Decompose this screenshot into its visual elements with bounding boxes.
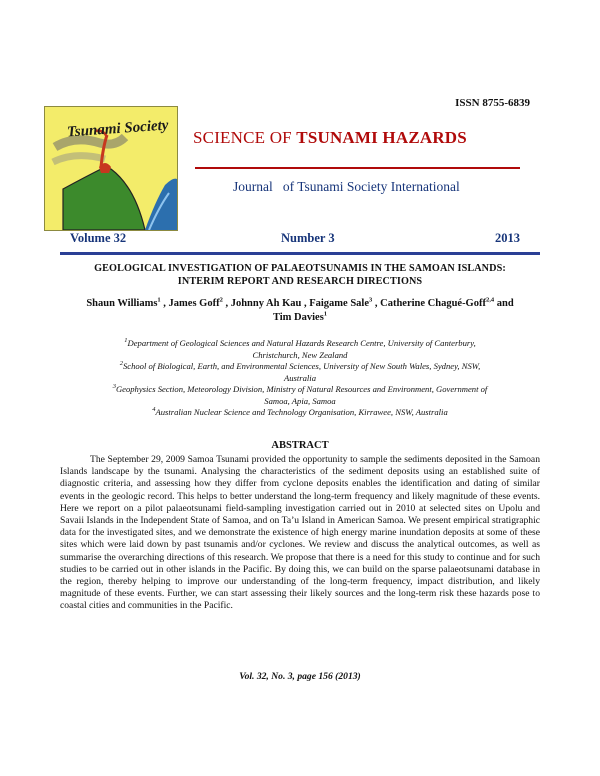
author-name: Faigame Sale xyxy=(309,298,369,309)
abstract-text: The September 29, 2009 Samoa Tsunami provided the opportunity to sample the sediments deposited in the Samoan Islands landscape by the tsunami. Analysing the characteristics of the sediment deposits using an established suite of diagnostic criteria, and assessing how they differ from cyclone deposits enables the identification and dating of similar events in the geologic record. This helps to better understand the long-term frequency and likely magnitude of these events. Here we report on a pilot palaeotsunami field-sampling investigation carried out in 2010 at selected sites on Upolu and Savaii Islands in the Independent State of Samoa, and on Ta’u Island in American Samoa. We present empirical stratigraphic data for the investigated sites, and we demonstrate the existence of high energy marine inundation deposits at some of these sites which were laid down by past tsunamis and/or cyclones. We review and discuss the analytical outcomes, as well as summarise the overarching directions of this research. We propose that there is a need for this study to continue and for such studies to be carried out in other islands in the Pacific. By doing this, we can build on the sparse palaeotsunami database in the region, thereby helping to improve our understanding of the long-term frequency, impact distribution, and likely magnitude of these events. Further, we can start assessing their likely sources and the long-term risk these hazards pose to coastal cities and communities in the Pacific. xyxy=(60,454,540,612)
journal-title-emphasis: TSUNAMI HAZARDS xyxy=(296,128,467,147)
issn-number: ISSN 8755-6839 xyxy=(455,97,530,109)
author-affiliation-mark: 2,4 xyxy=(485,296,495,304)
author-separator: , xyxy=(160,298,169,309)
affiliation-text: Geophysics Section, Meteorology Division, Ministry of Natural Resources and Environment, Government of xyxy=(115,384,488,394)
affiliation-mark: 3 xyxy=(112,383,116,391)
affiliation-text: Australian Nuclear Science and Technology Organisation, Kirrawee, NSW, Australia xyxy=(155,407,448,417)
author-name: Shaun Williams xyxy=(86,298,158,309)
affiliation-mark: 4 xyxy=(152,406,156,414)
affiliation-mark: 1 xyxy=(124,337,128,345)
tsunami-society-logo xyxy=(44,106,178,231)
article-title xyxy=(60,262,540,288)
affiliation-text: School of Biological, Earth, and Environmental Sciences, University of New South Wales, Sydney, NSW, xyxy=(122,361,481,371)
author-separator: , xyxy=(372,298,381,309)
affiliation-text: Christchurch, New Zealand xyxy=(252,349,348,360)
author-separator: , xyxy=(301,298,310,309)
issue-divider xyxy=(60,252,540,255)
article-title-line2: INTERIM REPORT AND RESEARCH DIRECTIONS xyxy=(177,276,423,287)
author-name: Catherine Chagué-Goff xyxy=(380,298,486,309)
article-title-line1: GEOLOGICAL INVESTIGATION OF PALAEOTSUNAMIS IN THE SAMOAN ISLANDS: xyxy=(94,263,506,274)
abstract-heading: ABSTRACT xyxy=(271,440,329,451)
affiliation-item xyxy=(60,361,540,384)
author-separator: and xyxy=(494,298,514,309)
page-citation: Vol. 32, No. 3, page 156 (2013) xyxy=(239,671,361,682)
author-affiliation-mark: 1 xyxy=(157,296,161,304)
affiliation-text: Department of Geological Sciences and Natural Hazards Research Centre, University of Canterbury, xyxy=(127,338,476,348)
affiliation-item xyxy=(60,338,540,361)
affiliations xyxy=(60,338,540,419)
author-separator: , xyxy=(222,298,231,309)
issue-volume: Volume 32 xyxy=(70,231,127,245)
author-list xyxy=(60,297,540,325)
journal-title-prefix: SCIENCE OF xyxy=(193,128,292,147)
affiliation-mark: 2 xyxy=(119,360,123,368)
journal-subtitle: Journal of Tsunami Society International xyxy=(233,179,460,194)
affiliation-item xyxy=(60,384,540,407)
author-affiliation-mark: 3 xyxy=(368,296,373,304)
author-name: Johnny Ah Kau xyxy=(230,298,302,309)
journal-title xyxy=(193,128,467,148)
affiliation-text: Australia xyxy=(284,372,316,383)
affiliation-text: Samoa, Apia, Samoa xyxy=(264,395,336,406)
issue-number: Number 3 xyxy=(281,231,335,245)
issue-year: 2013 xyxy=(495,231,520,245)
author-affiliation-mark: 1 xyxy=(323,310,328,318)
author-affiliation-mark: 2 xyxy=(219,296,223,304)
logo-wordmark: Tsunami Society xyxy=(66,117,169,141)
author-name: Tim Davies xyxy=(272,312,324,323)
affiliation-item xyxy=(60,407,540,419)
title-divider xyxy=(195,167,520,169)
author-name: James Goff xyxy=(168,298,220,309)
